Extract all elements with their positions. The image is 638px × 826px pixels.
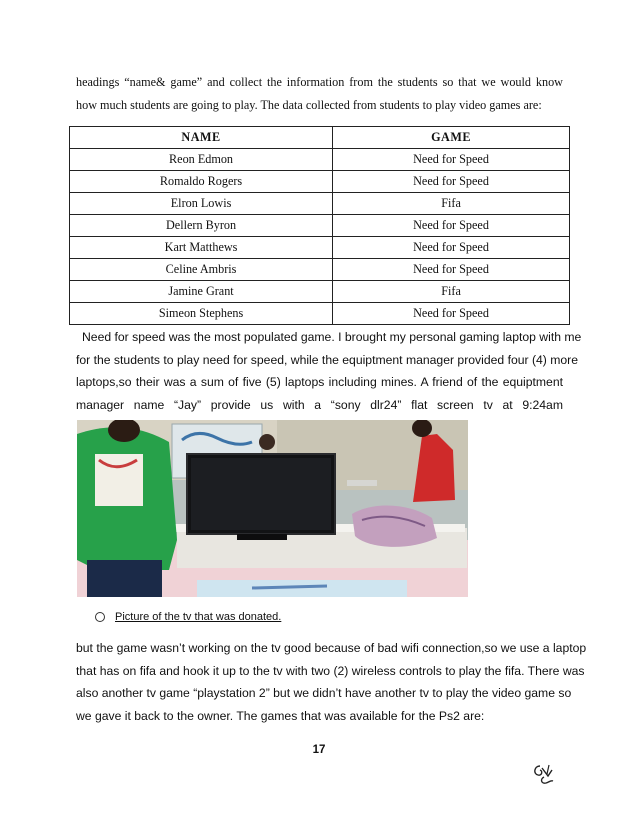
cell-name: Jamine Grant	[70, 281, 333, 303]
paragraph-line: we gave it back to the owner. The games that was available for the Ps2 are:	[76, 708, 485, 723]
column-header-name: NAME	[70, 127, 333, 149]
cell-game: Need for Speed	[333, 215, 570, 237]
column-header-game: GAME	[333, 127, 570, 149]
caption-text: Picture of the tv that was donated.	[115, 611, 282, 624]
table-row	[70, 303, 570, 325]
paragraph-line: for the students to play need for speed, while the equiptment manager provided four (4) more	[76, 352, 579, 367]
cell-name: Simeon Stephens	[70, 303, 333, 325]
cell-game: Need for Speed	[333, 171, 570, 193]
cell-game: Fifa	[333, 281, 570, 303]
hollow-circle-bullet-icon	[95, 612, 105, 622]
cell-name: Celine Ambris	[70, 259, 333, 281]
page-number: 17	[312, 744, 326, 756]
cell-game: Need for Speed	[333, 303, 570, 325]
cell-game: Need for Speed	[333, 259, 570, 281]
table-row	[70, 193, 570, 215]
cell-name: Reon Edmon	[70, 149, 333, 171]
ps2-paragraph	[76, 637, 587, 727]
photo-caption	[95, 611, 281, 623]
paragraph-line: that has on fifa and hook it up to the tv with two (2) wireless controls to play the fifa. There was	[76, 663, 585, 678]
cell-game: Need for Speed	[333, 237, 570, 259]
table-header-row	[70, 127, 570, 149]
paragraph-line: also another tv game “playstation 2” but we didn’t have another tv to play the video game so	[76, 686, 572, 700]
paragraph-line: Need for speed was the most populated game. I brought my personal gaming laptop with me	[82, 330, 582, 344]
table-row	[70, 237, 570, 259]
paragraph-line: laptops,so their was a sum of five (5) laptops including mines. A friend of the equiptment	[76, 375, 563, 389]
table-row	[70, 149, 570, 171]
table-row	[70, 171, 570, 193]
cell-game: Fifa	[333, 193, 570, 215]
intro-paragraph	[76, 71, 563, 116]
intro-line: how much students are going to play. The data collected from students to play video games are:	[76, 97, 542, 112]
paragraph-line: manager name “Jay” provide us with a “sony dlr24” flat screen tv at 9:24am	[76, 397, 563, 412]
cell-name: Kart Matthews	[70, 237, 333, 259]
paragraph-line: but the game wasn’t working on the tv good because of bad wifi connection,so we use a laptop	[76, 641, 587, 655]
cell-game: Need for Speed	[333, 149, 570, 171]
cell-name: Dellern Byron	[70, 215, 333, 237]
donated-tv-photo	[77, 420, 468, 597]
intro-line: headings “name& game” and collect the information from the students so that we would know	[76, 75, 563, 89]
table-row	[70, 259, 570, 281]
cell-name: Romaldo Rogers	[70, 171, 333, 193]
cell-name: Elron Lowis	[70, 193, 333, 215]
table-row	[70, 215, 570, 237]
laptops-paragraph	[76, 326, 582, 416]
handwritten-signature-icon	[531, 762, 557, 786]
name-game-table	[69, 126, 570, 325]
table-row	[70, 281, 570, 303]
